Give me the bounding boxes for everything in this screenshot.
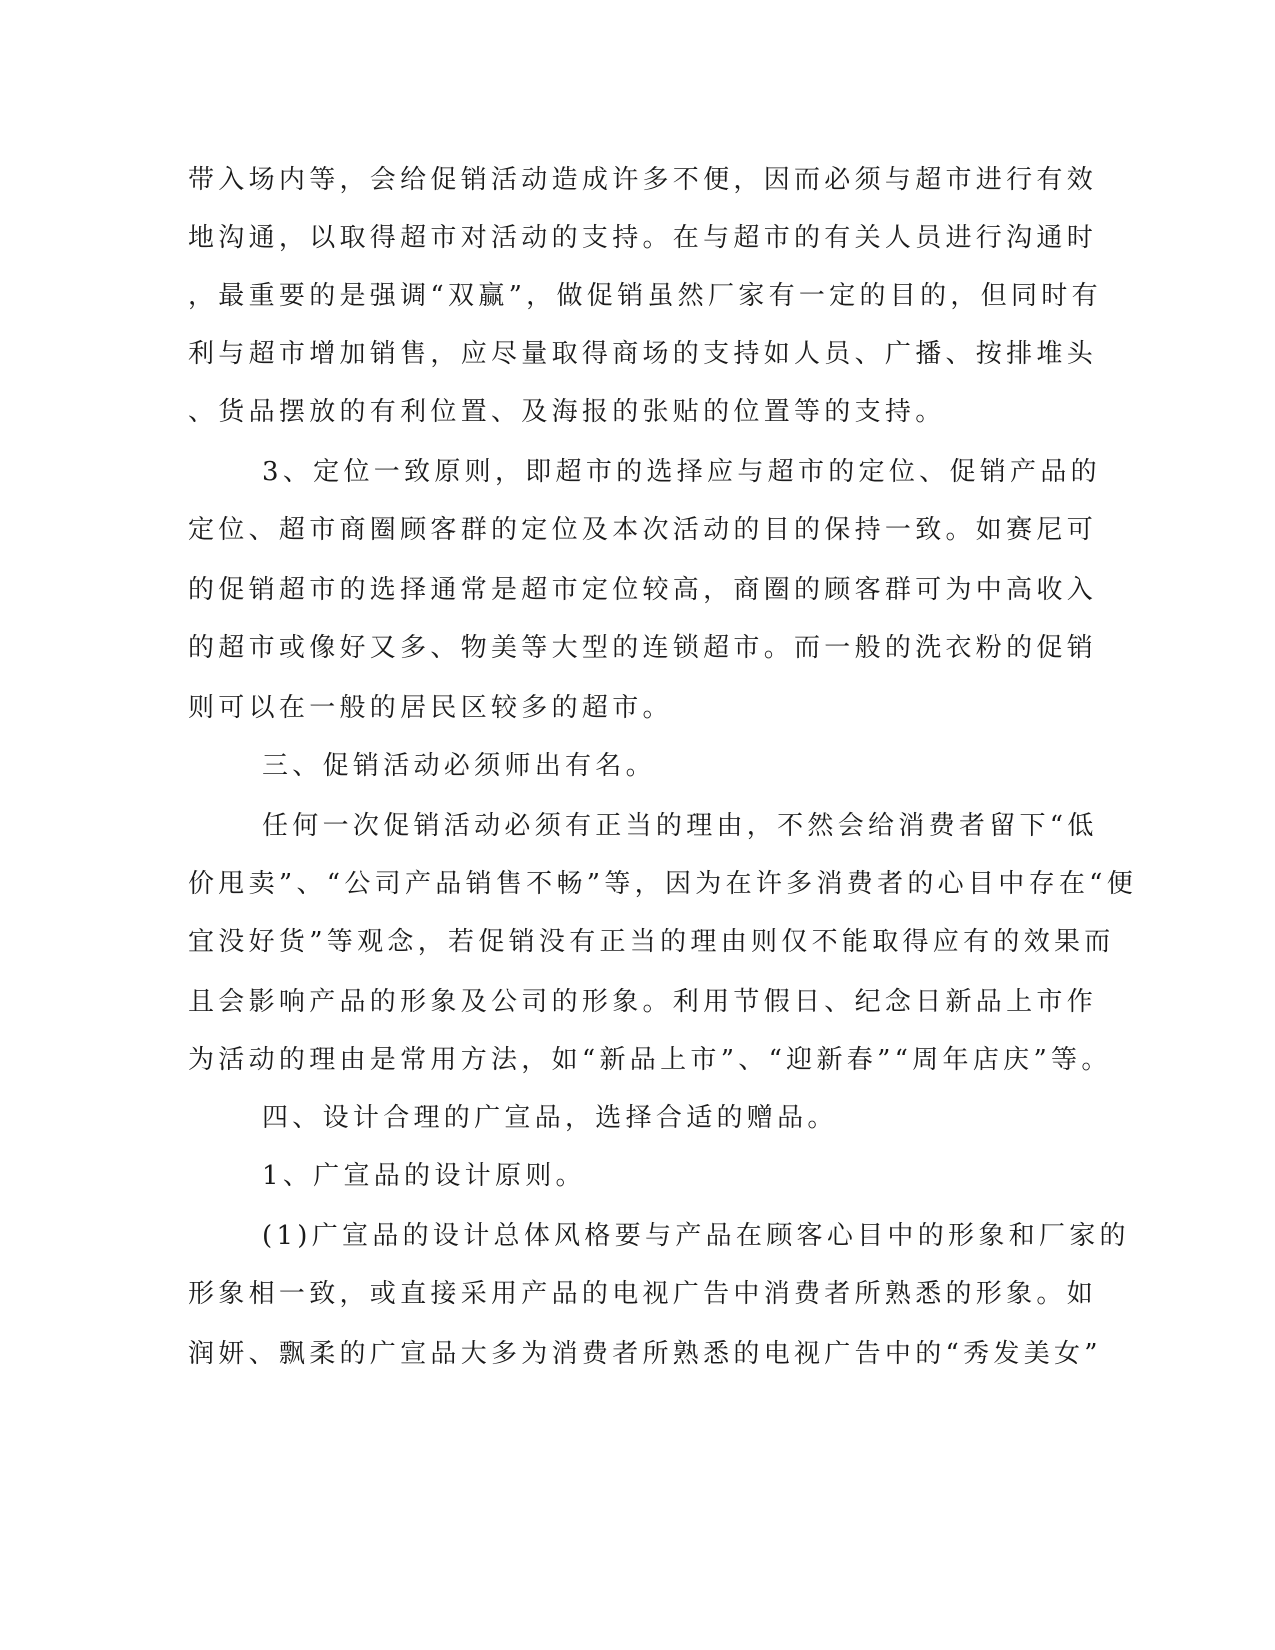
text-line-16: 为活动的理由是常用方法，如“新品上市”、“迎新春”“周年店庆”等。: [188, 1045, 1112, 1075]
text-line-8: 的促销超市的选择通常是超市定位较高，商圈的顾客群可为中高收入: [188, 575, 1098, 605]
text-line-6: 3、定位一致原则，即超市的选择应与超市的定位、促销产品的: [262, 457, 1101, 487]
text-line-15: 且会影响产品的形象及公司的形象。利用节假日、纪念日新品上市作: [188, 987, 1098, 1017]
text-line-7: 定位、超市商圈顾客群的定位及本次活动的目的保持一致。如赛尼可: [188, 515, 1098, 545]
text-line-4: 利与超市增加销售，应尽量取得商场的支持如人员、广播、按排堆头: [188, 339, 1098, 369]
text-line-13: 价甩卖”、“公司产品销售不畅”等，因为在许多消费者的心目中存在“便: [188, 869, 1138, 899]
text-line-5: 、货品摆放的有利位置、及海报的张贴的位置等的支持。: [188, 397, 946, 427]
text-line-3: ，最重要的是强调“双赢”，做促销虽然厂家有一定的目的，但同时有: [188, 281, 1102, 311]
text-line-9: 的超市或像好又多、物美等大型的连锁超市。而一般的洗衣粉的促销: [188, 633, 1098, 663]
section-heading-3: 三、促销活动必须师出有名。: [262, 751, 656, 781]
text-line-21: 润妍、飘柔的广宣品大多为消费者所熟悉的电视广告中的“秀发美女”: [188, 1339, 1102, 1369]
text-line-19: (1)广宣品的设计总体风格要与产品在顾客心目中的形象和厂家的: [262, 1221, 1130, 1251]
text-line-20: 形象相一致，或直接采用产品的电视广告中消费者所熟悉的形象。如: [188, 1279, 1098, 1309]
text-line-14: 宜没好货”等观念，若促销没有正当的理由则仅不能取得应有的效果而: [188, 927, 1115, 957]
text-line-12: 任何一次促销活动必须有正当的理由，不然会给消费者留下“低: [262, 811, 1098, 841]
section-heading-4: 四、设计合理的广宣品，选择合适的赠品。: [262, 1103, 838, 1133]
text-line-2: 地沟通，以取得超市对活动的支持。在与超市的有关人员进行沟通时: [188, 223, 1098, 253]
text-line-10: 则可以在一般的居民区较多的超市。: [188, 693, 673, 723]
subsection-heading-1: 1、广宣品的设计原则。: [262, 1161, 586, 1191]
text-line-1: 带入场内等，会给促销活动造成许多不便，因而必须与超市进行有效: [188, 165, 1098, 195]
